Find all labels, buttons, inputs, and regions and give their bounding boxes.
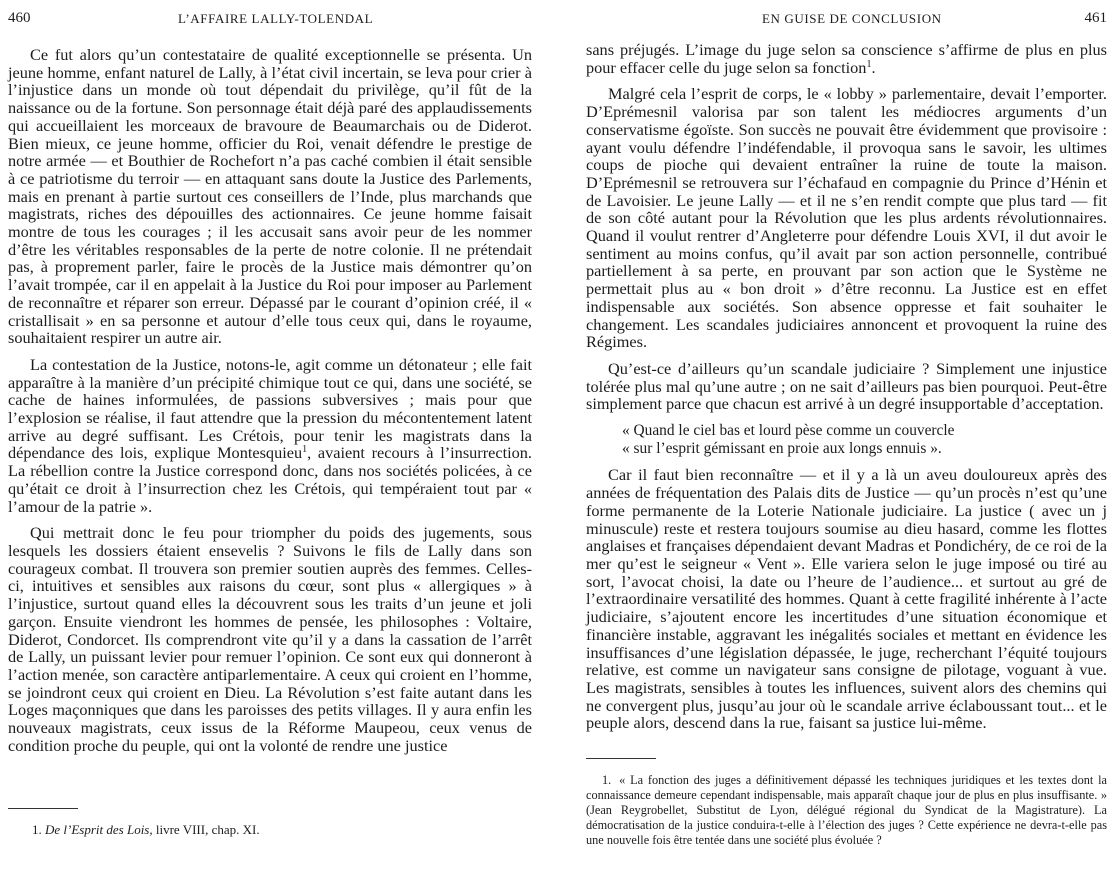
left-page-header — [8, 10, 532, 32]
left-page-body — [8, 46, 532, 754]
paragraph: La contestation de la Justice, notons-le, agit comme un détonateur ; elle fait apparaître à la manière d’un précipité chimique tout ce qui, dans une société, se cache de haines informulées, de passions subversives ; mais pour que l’explosion se réalise, il faut attendre que la pression du mécontentement latent arrive au degré suffisant. Les Crétois, pour tenir les magistrats dans la dépendance des lois, explique Montesquieu$^1$, avaient recours à l’insurrection. La rébellion contre la Justice correspond donc, dans nos sociétés policées, à ce qu’était ce droit à l’insurrection chez les Crétois, qui tempéraient tout par « l’amour de la patrie ». — [8, 354, 532, 516]
paragraph: Qu’est-ce d’ailleurs qu’un scandale judiciaire ? Simplement une injustice tolérée plus mal qu’une autre ; on ne sait d’ailleurs pas bien pourquoi. Peut-être simplement parce que chacun est arrivé à un degré insupportable d’acceptation. — [586, 358, 1107, 414]
paragraph: Qui mettrait donc le feu pour triompher du poids des jugements, sous lesquels les dossiers étaient ensevelis ? Suivons le fils de Lally dans son courageux combat. Il trouvera son premier soutien auprès des femmes. Celles-ci, intuitives et sensibles aux raisons du cœur, sont plus « allergiques » à l’injustice, surtout quand elles la découvrent sous les traits d’un jeune et joli garçon. Ensuite viendront les hommes de pensée, les philosophes : Voltaire, Diderot, Condorcet. Ils comprendront vite qu’il y a dans la cassation de l’arrêt de Lally, un puissant levier pour remuer l’opinion. Ce sont eux qui donneront à l’action menée, son caractère antiparlementaire. A ceux qui croient en l’homme, se joindront ceux qui croient en Dieu. La Révolution s’est faite autant dans les Loges maçonniques que dans les paroisses des petits villages. Il y aura enfin les nouveaux magistrats, ceux issus de la Réforme Maupeou, ceux venus de condition proche du peuple, qui ont la volonté de rendre une justice — [8, 523, 532, 755]
footnote-number: 1. — [602, 773, 612, 788]
footnote-text: livre VIII, chap. XI. — [152, 822, 260, 837]
page-number: 460 — [8, 10, 31, 26]
paragraph: Ce fut alors qu’un contestataire de qualité exceptionnelle se présenta. Un jeune homme, enfant naturel de Lally, à l’état civil incertain, se leva pour crier à l’injustice dans un monde où tout dépendait du privilège, qu’il fût de la naissance ou de la fortune. Son personnage était déjà paré des applaudissements qui accueillaient les morceaux de bravoure de Beaumarchais ou de Diderot. Bien mieux, ce jeune homme, officier du Roi, venait défendre le prestige de notre armée — et Bouthier de Rochefort n’a pas caché combien il était sensible à ce patriotisme du terroir — en attaquant sans doute la Justice des Parlements, mais en prenant à partie surtout ces conseillers de l’Inde, plus marchands que magistrats, riches des dépouilles des actionnaires. Ce jeune homme faisait montre de tous les courages ; il les accusait sans avoir peur de les nommer d’être les véritables responsables de la perte de notre colonie. Il ne prétendait pas, à proprement parler, faire le procès de la Justice mais démontrer qu’on l’avait trompée, car il en appelait à la Justice du Roi pour imposer au Parlement de reconnaître et réparer son erreur. Dépassé par le courant d’opinion créé, il « cristallisait » en sa personne et autour d’elle tous ceux qui, dans le royaume, souhaitaient respirer un autre air. — [8, 45, 532, 348]
right-page — [586, 10, 1107, 848]
right-page-body — [586, 41, 1107, 732]
quote-line: « sur l’esprit gémissant en proie aux longs ennuis ». — [622, 439, 942, 457]
left-page — [8, 10, 532, 837]
footnote-rule — [8, 808, 78, 809]
footnote — [32, 822, 260, 838]
verse-quote — [622, 422, 1107, 457]
footnote-number: 1. — [32, 822, 42, 837]
paragraph: sans préjugés. L’image du juge selon sa conscience s’affirme de plus en plus pour effacer celle du juge selon sa fonction$^1$. — [586, 40, 1107, 77]
footnote-rule — [586, 758, 656, 759]
running-head: EN GUISE DE CONCLUSION — [762, 11, 942, 26]
footnote-marker: 1 — [866, 58, 872, 70]
footnote-title: De l’Esprit des Lois, — [45, 822, 153, 837]
paragraph: Malgré cela l’esprit de corps, le « lobby » parlementaire, devait l’emporter. D’Eprémesnil valorisa par son talent les médiocres arguments d’un conservatisme égoïste. Son succès ne pouvait être évidemment que provisoire : ayant voulu défendre l’indéfendable, il provoqua sans le savoir, les ultimes coups de pioche qui devaient entraîner la ruine de toute la maison. D’Eprémesnil se retrouvera sur l’échafaud en compagnie du Prince d’Hénin et de Lavoisier. Le jeune Lally — et il ne s’en rendit compte que plus tard — fit de son côté autant pour la Révolution que les plus ardents révolutionnaires. Quand il voulut rentrer d’Angleterre pour défendre Louis XVI, il dut avoir le sentiment au moins confus, qu’il avait par son action personnelle, contribué partiellement à sa perte, en prouvant par son action que le Système ne permettait plus au « bon droit » d’être reconnu. La Justice est en effet indispensable aux sociétés. Son absence oppresse et fait souhaiter le changement. Les scandales judiciaires annoncent et provoquent la ruine des Régimes. — [586, 84, 1107, 352]
quote-line: « Quand le ciel bas et lourd pèse comme un couvercle — [622, 422, 955, 440]
footnote — [586, 773, 1107, 848]
right-page-header — [586, 10, 1107, 32]
footnote-text: « La fonction des juges a définitivement dépassé les techniques juridiques et les textes dont la connaissance demeure cependant indispensable, mais apparaît chaque jour de plus en plus insuffisante. » (Jean Reygrobellet, Substitut de Lyon, délégué régional du Syndicat de la Magistrature). La démocratisation de la justice conduira-t-elle à l’élection des juges ? Cette expérience ne devra-t-elle pas une nouvelle fois être tentée dans une société plus évoluée ? — [586, 773, 1108, 848]
running-head: L’AFFAIRE LALLY-TOLENDAL — [178, 11, 374, 26]
footnote-marker: 1 — [302, 444, 308, 456]
page-number: 461 — [1084, 10, 1107, 26]
paragraph: Car il faut bien reconnaître — et il y a là un aveu douloureux après des années de fréquentation des Palais dits de Justice — qu’un procès n’est qu’une forme permanente de la Loterie Nationale judiciaire. La justice ( avec un j minuscule) reste et restera toujours soumise au dieu hasard, comme les flottes anglaises et françaises dépendaient devant Madras et Pondichéry, de ce roi de la mer qu’est le seigneur « Vent ». Elle variera selon le juge imposé ou tiré au sort, l’avocat choisi, la date ou l’heure de l’audience... et surtout au gré de l’extraordinaire versatilité des hommes. Quant à cette fragilité inhérente à l’acte judiciaire, s’ajoutent encore les incertitudes d’une situation économique et financière instable, aggravant les inégalités sociales et mettant en évidence les insuffisances d’une législation dépassée, le juge, recherchant l’équité toujours relative, est comme un navigateur sans consigne de pilotage, voguant à vue. Les magistrats, sensibles à toutes les influences, suivent alors des chemins qui ne convergent plus, jusqu’au jour où le scandale arrive éclaboussant tout... et le peuple alors, descend dans la rue, faisant sa justice lui-même. — [586, 465, 1107, 733]
